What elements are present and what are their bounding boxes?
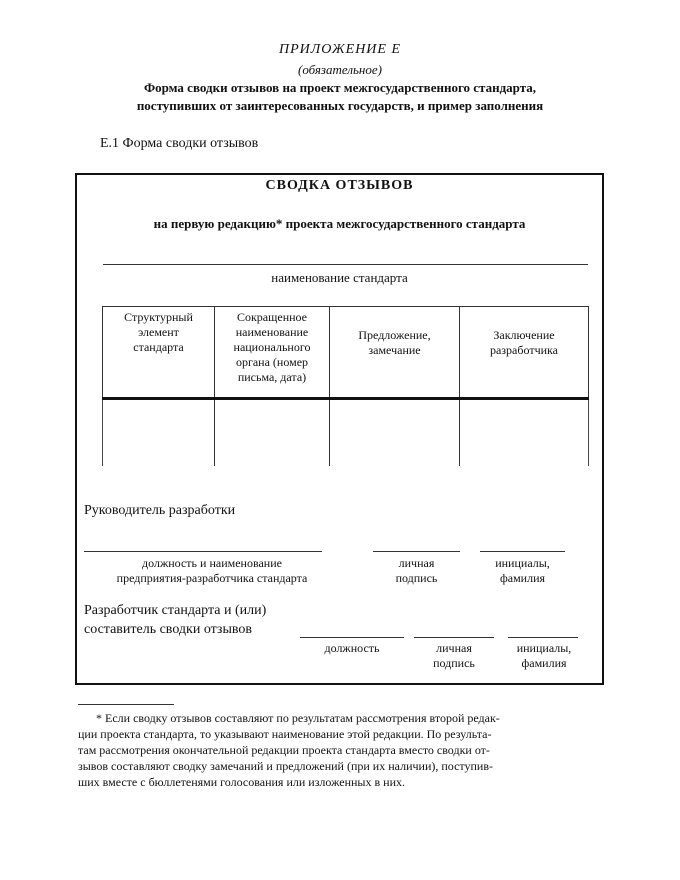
footnote: * Если сводку отзывов составляют по результатам рассмотрения второй редак- ции проекта стандарта, то указывают наименование этой редакции. По результа- там рассмотрения окончательной редакции проекта стандарта вместо сводки от- зывов составляют сводку замечаний и предложений (при их наличии), поступив- ших вместе с бюллетенями голосования или изложенных в них.	[78, 711, 500, 789]
table-edge-left	[102, 400, 103, 466]
column-header-organ: Сокращенное наименование национального органа (номер письма, дата)	[233, 310, 311, 384]
developer-heading-line-1: Разработчик стандарта и (или)	[84, 603, 267, 618]
form-subtitle: на первую редакцию* проекта межгосударственного стандарта	[153, 216, 526, 231]
developer-heading-line-2: составитель сводки отзывов	[84, 622, 252, 637]
developer-signature-label: личная подпись	[433, 641, 475, 670]
appendix-status: (обязательное)	[298, 62, 382, 77]
manager-name-label: инициалы, фамилия	[495, 556, 550, 585]
manager-position-label: должность и наименование предприятия-разработчика стандарта	[116, 556, 308, 585]
section-heading: Е.1 Форма сводки отзывов	[100, 136, 259, 151]
standard-name-label: наименование стандарта	[271, 270, 408, 285]
column-header-proposal: Предложение, замечание	[358, 328, 431, 357]
footnote-rule	[78, 704, 174, 705]
appendix-title: ПРИЛОЖЕНИЕ Е	[278, 42, 402, 57]
developer-name-label: инициалы, фамилия	[516, 641, 572, 670]
appendix-heading-line-1: Форма сводки отзывов на проект межгосударственного стандарта,	[143, 80, 537, 95]
manager-heading: Руководитель разработки	[84, 503, 236, 518]
developer-position-label: должность	[324, 641, 380, 655]
developer-name-line	[508, 637, 578, 638]
standard-name-line	[103, 264, 588, 265]
manager-signature-label: личная подпись	[395, 556, 438, 585]
column-header-element: Структурный элемент стандарта	[124, 310, 193, 354]
appendix-heading-line-2: поступивших от заинтересованных государств, и пример заполнения	[136, 98, 544, 113]
table-header-rule	[102, 397, 589, 400]
developer-signature-line	[414, 637, 494, 638]
manager-signature-line	[373, 551, 460, 552]
manager-name-line	[480, 551, 565, 552]
developer-position-line	[300, 637, 404, 638]
table-edge-right	[588, 400, 589, 466]
column-header-conclusion: Заключение разработчика	[489, 328, 558, 357]
form-title: СВОДКА ОТЗЫВОВ	[265, 178, 414, 193]
manager-position-line	[84, 551, 322, 552]
